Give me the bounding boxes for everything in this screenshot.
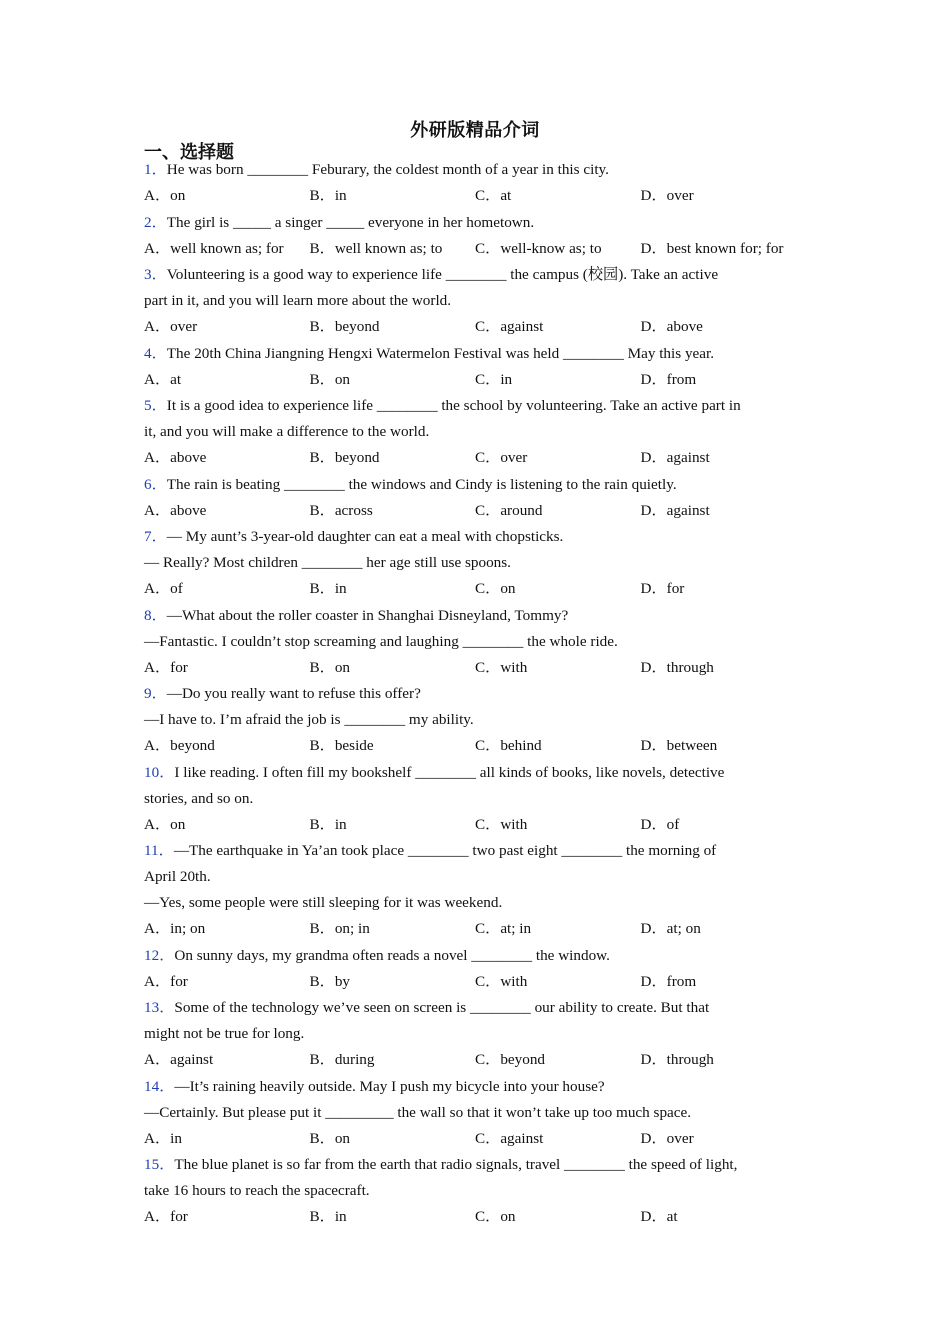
answer-option-b[interactable]: B．in (309, 580, 347, 597)
question-number: 7． (144, 528, 167, 545)
answer-option-c[interactable]: C．beyond (475, 1051, 546, 1068)
answer-option-d[interactable]: D．at (640, 1208, 678, 1225)
answer-option-a[interactable]: A．in; on (144, 920, 206, 937)
answer-option-a[interactable]: A．of (144, 580, 183, 597)
question-text: might not be true for long. (144, 1025, 305, 1042)
question-text: The girl is _____ a singer _____ everyone in her hometown. (166, 213, 535, 231)
question-number: 5． (144, 397, 167, 414)
answer-option-d[interactable]: D．at; on (640, 920, 701, 937)
question-text-line (144, 262, 806, 288)
answer-option-c[interactable]: C．with (475, 658, 528, 676)
question-text-line (144, 760, 806, 786)
question-text: I like reading. I often fill my bookshelf ________ all kinds of books, like novels, detective (174, 763, 725, 781)
question-text-line (144, 1021, 806, 1047)
question-text: Volunteering is a good way to experience life ________ the campus (校园). Take an active (166, 266, 719, 283)
section-heading: 一、选择题 (144, 142, 234, 162)
answer-options (144, 236, 806, 262)
answer-option-b[interactable]: B．beyond (309, 318, 380, 335)
answer-option-a[interactable]: A．well known as; for (144, 239, 284, 257)
question-4 (144, 341, 806, 393)
question-15 (144, 1152, 806, 1230)
question-text-line (144, 393, 806, 419)
answer-option-a[interactable]: A．on (144, 187, 186, 204)
question-number: 1． (144, 161, 167, 178)
answer-options (144, 498, 806, 524)
answer-option-b[interactable]: B．in (309, 187, 347, 204)
question-text-line (144, 943, 806, 969)
question-stem (144, 157, 806, 183)
question-text-line (144, 786, 806, 812)
answer-option-a[interactable]: A．above (144, 501, 207, 519)
question-text-line (144, 603, 806, 629)
answer-option-b[interactable]: B．on (309, 370, 351, 388)
answer-option-b[interactable]: B．beyond (309, 449, 380, 466)
question-text: stories, and so on. (144, 789, 254, 807)
answer-options (144, 733, 806, 759)
answer-option-b[interactable]: B．in (309, 1208, 347, 1225)
answer-options (144, 1126, 806, 1152)
question-number: 2． (144, 213, 167, 231)
answer-option-c[interactable]: C．at; in (475, 920, 532, 937)
question-text: part in it, and you will learn more about the world. (144, 292, 452, 309)
question-3 (144, 262, 806, 340)
question-number: 14． (144, 1077, 175, 1095)
question-text: He was born ________ Feburary, the coldest month of a year in this city. (166, 161, 609, 178)
question-text: —It’s raining heavily outside. May I push my bicycle into your house? (174, 1077, 605, 1095)
question-stem (144, 838, 806, 916)
question-6 (144, 472, 806, 524)
question-stem (144, 1152, 806, 1204)
question-5 (144, 393, 806, 471)
question-text-line (144, 341, 806, 367)
question-text: —I have to. I’m afraid the job is ________ my ability. (144, 711, 474, 728)
question-text-line (144, 890, 806, 916)
question-text-line (144, 419, 806, 445)
question-text: April 20th. (144, 868, 211, 885)
answer-option-a[interactable]: A．in (144, 1129, 182, 1147)
answer-option-b[interactable]: B．by (309, 972, 351, 990)
question-number: 8． (144, 606, 167, 624)
question-text-line (144, 1100, 806, 1126)
answer-option-d[interactable]: D．from (640, 972, 697, 990)
question-text-line (144, 1074, 806, 1100)
answer-option-d[interactable]: D．above (640, 318, 703, 335)
answer-options (144, 314, 806, 340)
question-13 (144, 995, 806, 1073)
question-text-line (144, 1178, 806, 1204)
answer-option-b[interactable]: B．across (309, 501, 373, 519)
question-12 (144, 943, 806, 995)
answer-option-d[interactable]: D．over (640, 1129, 694, 1147)
answer-option-c[interactable]: C．behind (475, 737, 542, 754)
question-text: take 16 hours to reach the spacecraft. (144, 1182, 370, 1199)
answer-option-c[interactable]: C．on (475, 1208, 516, 1225)
question-text: It is a good idea to experience life ________ the school by volunteering. Take an active part in (166, 397, 741, 414)
answer-option-a[interactable]: A．for (144, 1208, 188, 1225)
answer-option-b[interactable]: B．in (309, 815, 347, 833)
question-text-line (144, 681, 806, 707)
document-title: 外研版精品介词 (410, 120, 540, 140)
question-stem (144, 1074, 806, 1126)
answer-option-c[interactable]: C．over (475, 449, 528, 466)
answer-option-b[interactable]: B．on (309, 1129, 351, 1147)
answer-option-c[interactable]: C．well-know as; to (475, 239, 602, 257)
question-number: 4． (144, 344, 167, 362)
question-text-line (144, 707, 806, 733)
question-stem (144, 262, 806, 314)
question-text-line (144, 157, 806, 183)
answer-option-c[interactable]: C．around (475, 501, 543, 519)
question-7 (144, 524, 806, 602)
answer-option-a[interactable]: A．for (144, 972, 188, 990)
question-14 (144, 1074, 806, 1152)
answer-option-c[interactable]: C．against (475, 318, 544, 335)
answer-option-a[interactable]: A．for (144, 658, 188, 676)
question-stem (144, 943, 806, 969)
question-text: The blue planet is so far from the earth that radio signals, travel ________ the speed of light, (174, 1156, 738, 1173)
question-text-line (144, 629, 806, 655)
question-text-line (144, 1152, 806, 1178)
question-10 (144, 760, 806, 838)
question-stem (144, 603, 806, 655)
answer-option-d[interactable]: D．best known for; for (640, 239, 784, 257)
answer-options (144, 916, 806, 942)
question-text: —Do you really want to refuse this offer? (166, 685, 421, 702)
question-list (144, 157, 806, 1231)
question-number: 15． (144, 1156, 175, 1173)
answer-option-d[interactable]: D．over (640, 187, 694, 204)
question-stem (144, 472, 806, 498)
question-1 (144, 157, 806, 209)
answer-option-d[interactable]: D．from (640, 370, 697, 388)
answer-options (144, 812, 806, 838)
question-text: —Certainly. But please put it _________ the wall so that it won’t take up too much space. (144, 1103, 692, 1121)
answer-options (144, 655, 806, 681)
question-text: The rain is beating ________ the windows and Cindy is listening to the rain quietly. (166, 475, 677, 493)
question-text: The 20th China Jiangning Hengxi Watermelon Festival was held ________ May this year. (166, 344, 715, 362)
question-number: 6． (144, 475, 167, 493)
question-text-line (144, 838, 806, 864)
question-8 (144, 603, 806, 681)
question-number: 3． (144, 266, 167, 283)
question-text: — Really? Most children ________ her age still use spoons. (144, 554, 511, 571)
answer-option-b[interactable]: B．beside (309, 737, 374, 754)
answer-option-a[interactable]: A．on (144, 815, 186, 833)
question-text: Some of the technology we’ve seen on screen is ________ our ability to create. But that (174, 999, 710, 1016)
answer-option-c[interactable]: C．on (475, 580, 516, 597)
answer-option-d[interactable]: D．through (640, 1051, 714, 1068)
question-text-line (144, 995, 806, 1021)
question-stem (144, 210, 806, 236)
answer-option-d[interactable]: D．through (640, 658, 714, 676)
question-text-line (144, 524, 806, 550)
question-text-line (144, 210, 806, 236)
answer-option-a[interactable]: A．beyond (144, 737, 215, 754)
answer-option-d[interactable]: D．against (640, 501, 710, 519)
answer-option-c[interactable]: C．at (475, 187, 512, 204)
question-text-line (144, 864, 806, 890)
question-text: —Yes, some people were still sleeping for it was weekend. (144, 894, 503, 911)
answer-option-c[interactable]: C．in (475, 370, 513, 388)
question-number: 13． (144, 999, 175, 1016)
answer-option-d[interactable]: D．between (640, 737, 718, 754)
question-stem (144, 681, 806, 733)
question-text-line (144, 288, 806, 314)
answer-option-b[interactable]: B．on (309, 658, 351, 676)
answer-option-b[interactable]: B．during (309, 1051, 375, 1068)
answer-option-b[interactable]: B．well known as; to (309, 239, 443, 257)
question-9 (144, 681, 806, 759)
question-text: On sunny days, my grandma often reads a novel ________ the window. (174, 946, 610, 964)
question-2 (144, 210, 806, 262)
question-stem (144, 995, 806, 1047)
answer-option-d[interactable]: D．of (640, 815, 680, 833)
question-number: 12． (144, 946, 175, 964)
question-text-line (144, 550, 806, 576)
answer-option-c[interactable]: C．against (475, 1129, 544, 1147)
question-stem (144, 341, 806, 367)
answer-options (144, 969, 806, 995)
answer-options (144, 445, 806, 471)
question-11 (144, 838, 806, 942)
answer-option-a[interactable]: A．against (144, 1051, 214, 1068)
question-text: —The earthquake in Ya’an took place ________ two past eight ________ the morning of (173, 842, 717, 859)
question-text: —What about the roller coaster in Shanghai Disneyland, Tommy? (166, 606, 569, 624)
question-text: —Fantastic. I couldn’t stop screaming and laughing ________ the whole ride. (144, 632, 618, 650)
answer-options (144, 183, 806, 209)
answer-option-a[interactable]: A．at (144, 370, 182, 388)
question-stem (144, 524, 806, 576)
answer-option-c[interactable]: C．with (475, 815, 528, 833)
answer-option-a[interactable]: A．over (144, 318, 198, 335)
answer-option-d[interactable]: D．against (640, 449, 710, 466)
question-number: 9． (144, 685, 167, 702)
answer-options (144, 1204, 806, 1230)
answer-option-d[interactable]: D．for (640, 580, 685, 597)
answer-option-a[interactable]: A．above (144, 449, 207, 466)
question-stem (144, 760, 806, 812)
answer-options (144, 1047, 806, 1073)
question-text-line (144, 472, 806, 498)
question-number: 11． (144, 842, 174, 859)
question-text: — My aunt’s 3-year-old daughter can eat a meal with chopsticks. (166, 528, 564, 545)
answer-options (144, 367, 806, 393)
question-text: it, and you will make a difference to the world. (144, 423, 430, 440)
answer-option-b[interactable]: B．on; in (309, 920, 370, 937)
question-stem (144, 393, 806, 445)
answer-options (144, 576, 806, 602)
answer-option-c[interactable]: C．with (475, 972, 528, 990)
question-number: 10． (144, 763, 175, 781)
